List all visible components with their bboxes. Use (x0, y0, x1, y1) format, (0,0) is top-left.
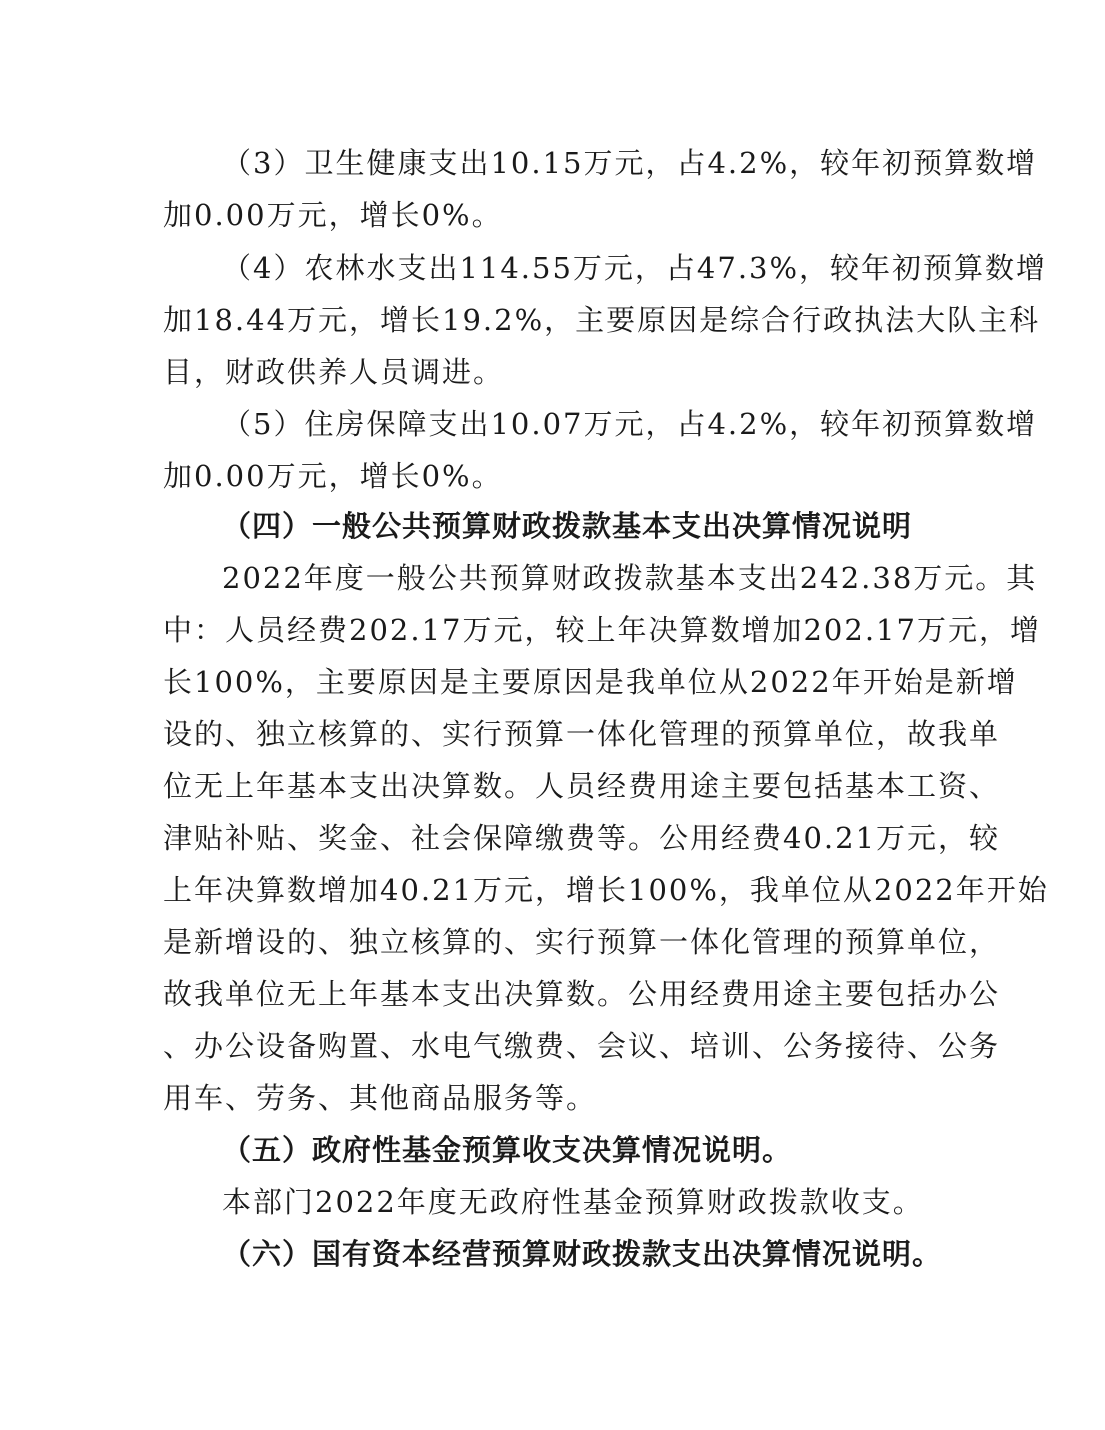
paragraph-basic-expense-line-6: 津贴补贴、奖金、社会保障缴费等。公用经费40.21万元，较 (163, 821, 1001, 855)
paragraph-agriculture-line-1: （4）农林水支出114.55万元，占47.3%，较年初预算数增 (222, 251, 1048, 285)
paragraph-government-fund: 本部门2022年度无政府性基金预算财政拨款收支。 (222, 1185, 924, 1219)
paragraph-basic-expense-line-4: 设的、独立核算的、实行预算一体化管理的预算单位，故我单 (163, 717, 1001, 751)
paragraph-health-line-2: 加0.00万元，增长0%。 (163, 198, 503, 232)
paragraph-basic-expense-line-5: 位无上年基本支出决算数。人员经费用途主要包括基本工资、 (163, 769, 1001, 803)
paragraph-agriculture-line-3: 目，财政供养人员调进。 (163, 355, 505, 389)
paragraph-health-line-1: （3）卫生健康支出10.15万元，占4.2%，较年初预算数增 (222, 146, 1038, 180)
paragraph-agriculture-line-2: 加18.44万元，增长19.2%，主要原因是综合行政执法大队主科 (163, 303, 1041, 337)
paragraph-basic-expense-line-7: 上年决算数增加40.21万元，增长100%，我单位从2022年开始 (163, 873, 1049, 907)
paragraph-basic-expense-line-2: 中：人员经费202.17万元，较上年决算数增加202.17万元，增 (163, 613, 1041, 647)
paragraph-basic-expense-line-8: 是新增设的、独立核算的、实行预算一体化管理的预算单位， (163, 925, 1001, 959)
paragraph-basic-expense-line-9: 故我单位无上年基本支出决算数。公用经费用途主要包括办公 (163, 977, 1001, 1011)
heading-section-4: （四）一般公共预算财政拨款基本支出决算情况说明 (222, 509, 913, 543)
paragraph-housing-line-1: （5）住房保障支出10.07万元，占4.2%，较年初预算数增 (222, 407, 1038, 441)
paragraph-basic-expense-line-3: 长100%，主要原因是主要原因是我单位从2022年开始是新增 (163, 665, 1018, 699)
heading-section-5: （五）政府性基金预算收支决算情况说明。 (222, 1133, 793, 1167)
paragraph-housing-line-2: 加0.00万元，增长0%。 (163, 459, 503, 493)
paragraph-basic-expense-line-1: 2022年度一般公共预算财政拨款基本支出242.38万元。其 (222, 561, 1038, 595)
paragraph-basic-expense-line-11: 用车、劳务、其他商品服务等。 (163, 1081, 598, 1115)
heading-section-6: （六）国有资本经营预算财政拨款支出决算情况说明。 (222, 1237, 943, 1271)
paragraph-basic-expense-line-10: 、办公设备购置、水电气缴费、会议、培训、公务接待、公务 (163, 1029, 1001, 1063)
